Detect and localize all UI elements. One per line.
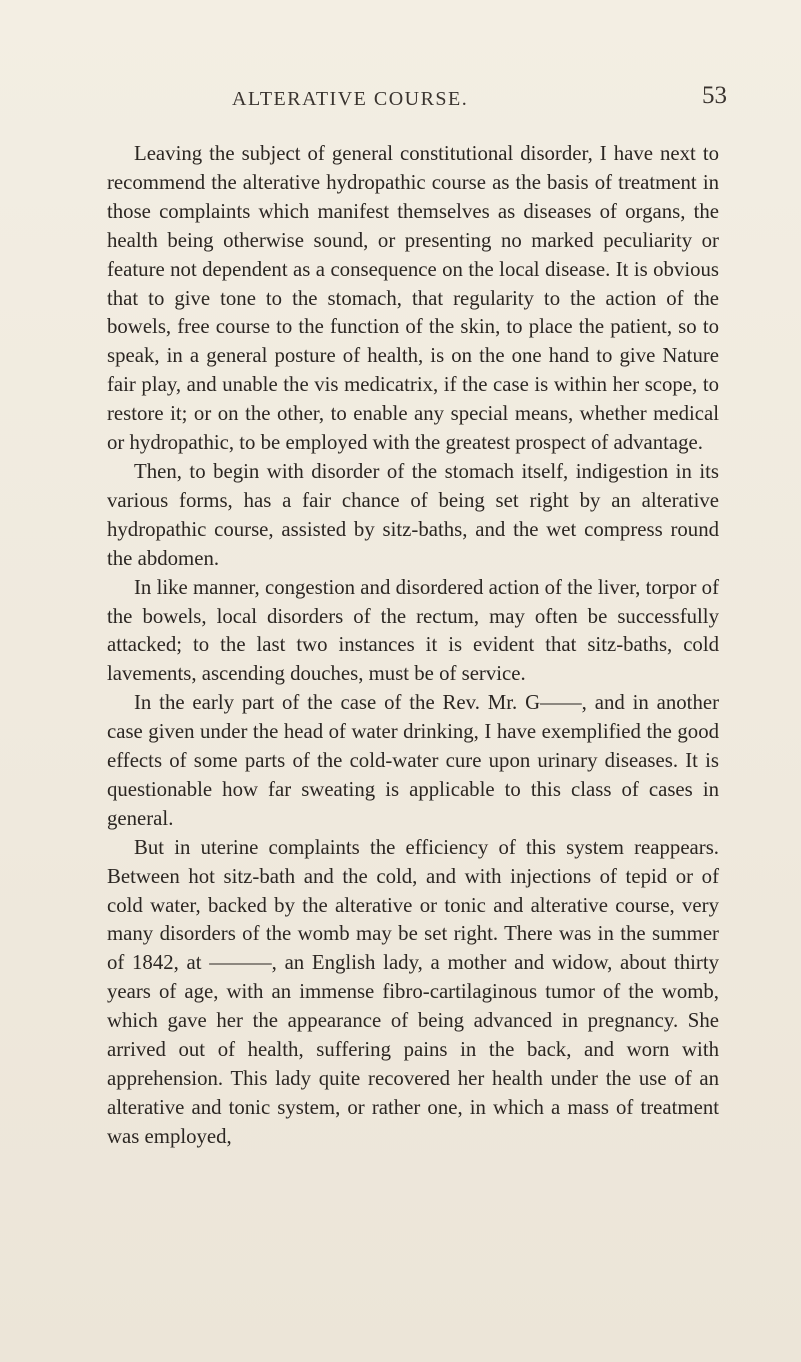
running-head: ALTERATIVE COURSE. <box>232 88 469 110</box>
paragraph-urinary: In the early part of the case of the Rev. Mr. G——, and in another case given under the head of water drinking, I have exemplified the good effects of some parts of the cold-water cure upon urinary diseases. It is questionable how far sweating is applicable to this class of cases in general. <box>107 691 719 830</box>
paragraph-general-disorder: Leaving the subject of general constitutional disorder, I have next to recommend the alterative hydropathic course as the basis of treatment in those complaints which manifest themselves as diseases of organs, the health being otherwise sound, or presenting no marked peculiarity or feature not dependent as a consequence on the local disease. It is obvious that to give tone to the stomach, that regularity to the action of the bowels, free course to the function of the skin, to place the patient, so to speak, in a general posture of health, is on the one hand to give Nature fair play, and unable the vis medicatrix, if the case is within her scope, to restore it; or on the other, to enable any special means, whether medical or hydropathic, to be employed with the greatest prospect of advantage. <box>107 142 719 455</box>
body-text <box>107 140 719 1152</box>
paragraph-liver-bowels: In like manner, congestion and disordered action of the liver, torpor of the bowels, local disorders of the rectum, may often be successfully attacked; to the last two instances it is evident that sitz-baths, cold lavements, ascending douches, must be of service. <box>107 575 719 686</box>
paragraph-stomach: Then, to begin with disorder of the stomach itself, indigestion in its various forms, has a fair chance of being set right by an alterative hydropathic course, assisted by sitz-baths, and the wet compress round the abdomen. <box>107 459 719 570</box>
page-number: 53 <box>702 82 727 109</box>
paragraph-uterine: But in uterine complaints the efficiency of this system reappears. Between hot sitz-bath and the cold, and with injections of tepid or of cold water, backed by the alterative or tonic and alterative course, very many disorders of the womb may be set right. There was in the summer of 1842, at ———, an English lady, a mother and widow, about thirty years of age, with an immense fibro-cartilaginous tumor of the womb, which gave her the appearance of being advanced in pregnancy. She arrived out of health, suffering pains in the back, and worn with apprehension. This lady quite recovered her health under the use of an alterative and tonic system, or rather one, in which a mass of treatment was employed, <box>107 835 719 1148</box>
